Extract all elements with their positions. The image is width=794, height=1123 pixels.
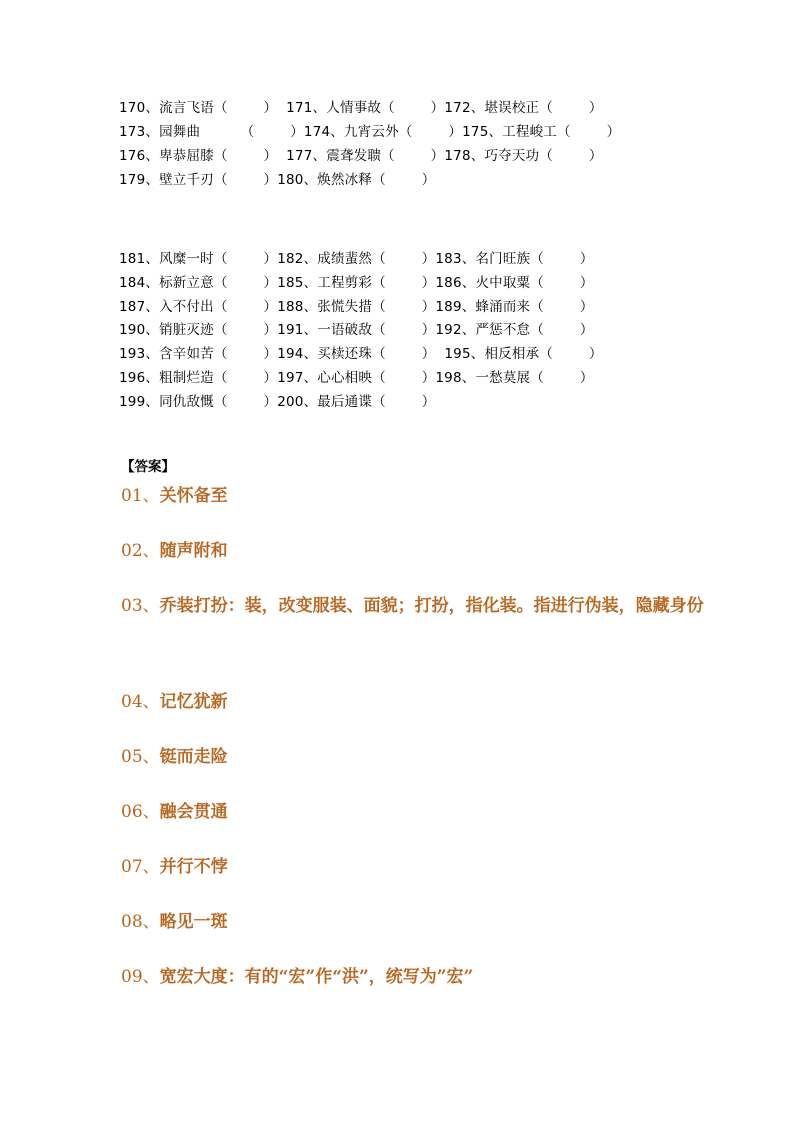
question-line: 196、粗制烂造（ ）197、心心相映（ ）198、一愁莫展（ ） bbox=[119, 370, 594, 386]
answer-item bbox=[121, 902, 734, 942]
answer-item bbox=[121, 792, 734, 832]
answer-text: 记忆犹新 bbox=[159, 692, 228, 712]
answer-item bbox=[121, 847, 734, 887]
question-line: 181、风糜一时（ ）182、成绩蜚然（ ）183、名门旺族（ ） bbox=[119, 251, 594, 267]
answer-number: 08、 bbox=[121, 912, 160, 932]
answer-number: 04、 bbox=[121, 692, 160, 712]
question-line: 190、销脏灭迹（ ）191、一语破敌（ ）192、严惩不怠（ ） bbox=[119, 322, 594, 338]
answer-number: 07、 bbox=[121, 857, 160, 877]
question-line: 173、园舞曲 （ ）174、九宵云外（ ）175、工程峻工（ ） bbox=[119, 124, 621, 140]
answer-number: 09、 bbox=[121, 967, 160, 987]
answer-item bbox=[121, 682, 734, 722]
answer-item bbox=[121, 531, 734, 571]
answer-number: 01、 bbox=[121, 486, 160, 506]
answer-text: 并行不悖 bbox=[159, 857, 228, 877]
answer-text: 宽宏大度：有的“宏”作“洪”，统写为”宏” bbox=[159, 967, 474, 987]
answer-number: 06、 bbox=[121, 802, 160, 822]
answer-text: 随声附和 bbox=[159, 541, 228, 561]
answer-number: 05、 bbox=[121, 747, 160, 767]
question-line: 176、卑恭屈膝（ ） 177、震聋发聩（ ）178、巧夺天功（ ） bbox=[119, 148, 603, 164]
answer-text: 融会贯通 bbox=[159, 802, 228, 822]
question-line: 179、壁立千刃（ ）180、焕然冰释（ ） bbox=[119, 172, 436, 188]
answer-text: 乔装打扮：装，改变服装、面貌；打扮，指化装。指进行伪装，隐藏身份 bbox=[159, 596, 704, 616]
answer-item bbox=[121, 737, 734, 777]
answer-text: 铤而走险 bbox=[159, 747, 228, 767]
answer-item bbox=[121, 957, 734, 997]
question-line: 170、流言飞语（ ） 171、人情事故（ ）172、堪误校正（ ） bbox=[119, 100, 603, 116]
answer-item bbox=[121, 586, 734, 626]
answer-text: 关怀备至 bbox=[159, 486, 228, 506]
question-line: 184、标新立意（ ）185、工程剪彩（ ）186、火中取粟（ ） bbox=[119, 275, 594, 291]
answer-item bbox=[121, 476, 734, 516]
answer-number: 02、 bbox=[121, 541, 160, 561]
answer-text: 略见一斑 bbox=[159, 912, 228, 932]
question-line: 199、同仇敌慨（ ）200、最后通谍（ ） bbox=[119, 394, 436, 410]
question-line: 193、含辛如苦（ ）194、买椟还珠（ ） 195、相反相承（ ） bbox=[119, 346, 603, 362]
answer-number: 03、 bbox=[121, 596, 160, 616]
question-line: 187、入不付出（ ）188、张慌失措（ ）189、蜂涌而来（ ） bbox=[119, 299, 594, 315]
answers-header: 【答案】 bbox=[121, 459, 175, 475]
